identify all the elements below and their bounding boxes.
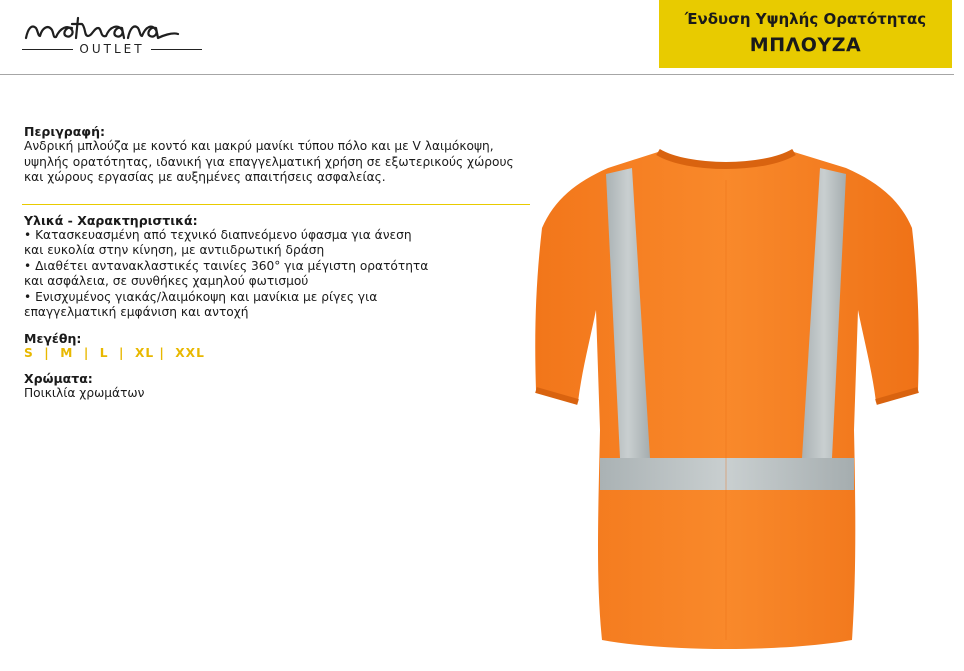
title-subtitle: Ένδυση Υψηλής Ορατότητας [684,10,927,28]
tshirt-icon [528,140,924,652]
colors-heading: Χρώματα: [24,371,93,386]
features-heading: Υλικά - Χαρακτηριστικά: [24,212,198,228]
description-line: Ανδρική μπλούζα με κοντό και μακρύ μανίκι τύπου πόλο και με V λαιμόκοψη, [24,139,494,153]
title-main: ΜΠΛΟΥΖΑ [749,34,862,56]
logo-line-right [151,49,202,50]
feature-line: • Διαθέτει αντανακλαστικές ταινίες 360° για μέγιστη ορατότητα [24,258,429,273]
header-divider [0,74,954,75]
product-details [24,124,534,402]
feature-line: και ευκολία στην κίνηση, με αντιιδρωτική δράση [24,243,325,257]
feature-line: • Ενισχυμένος γιακάς/λαιμόκοψη και μανίκια με ρίγες για [24,289,378,304]
section-divider [22,204,530,205]
feature-line: και ασφάλεια, σε συνθήκες χαμηλού φωτισμού [24,274,309,288]
description-line: υψηλής ορατότητας, ιδανική για επαγγελματική χρήση σε εξωτερικούς χώρους [24,154,514,169]
colors-value: Ποικιλία χρωμάτων [24,386,145,400]
hi-vis-tshirt-image [528,140,924,652]
logo-line-left [22,49,73,50]
logo-subtitle [22,42,202,56]
description-line: και χώρους εργασίας με αυξημένες απαιτήσεις ασφαλείας. [24,170,386,184]
feature-line: • Κατασκευασμένη από τεχνικό διαπνεόμενο ύφασμα για άνεση [24,227,412,242]
sizes-list: S | M | L | XL | XXL [24,345,205,360]
sizes-heading: Μεγέθη: [24,330,82,346]
title-banner [659,0,952,68]
description-heading: Περιγραφή: [24,124,105,139]
feature-line: επαγγελματική εμφάνιση και αντοχή [24,305,249,319]
logo-outlet-text: OUTLET [79,42,145,56]
